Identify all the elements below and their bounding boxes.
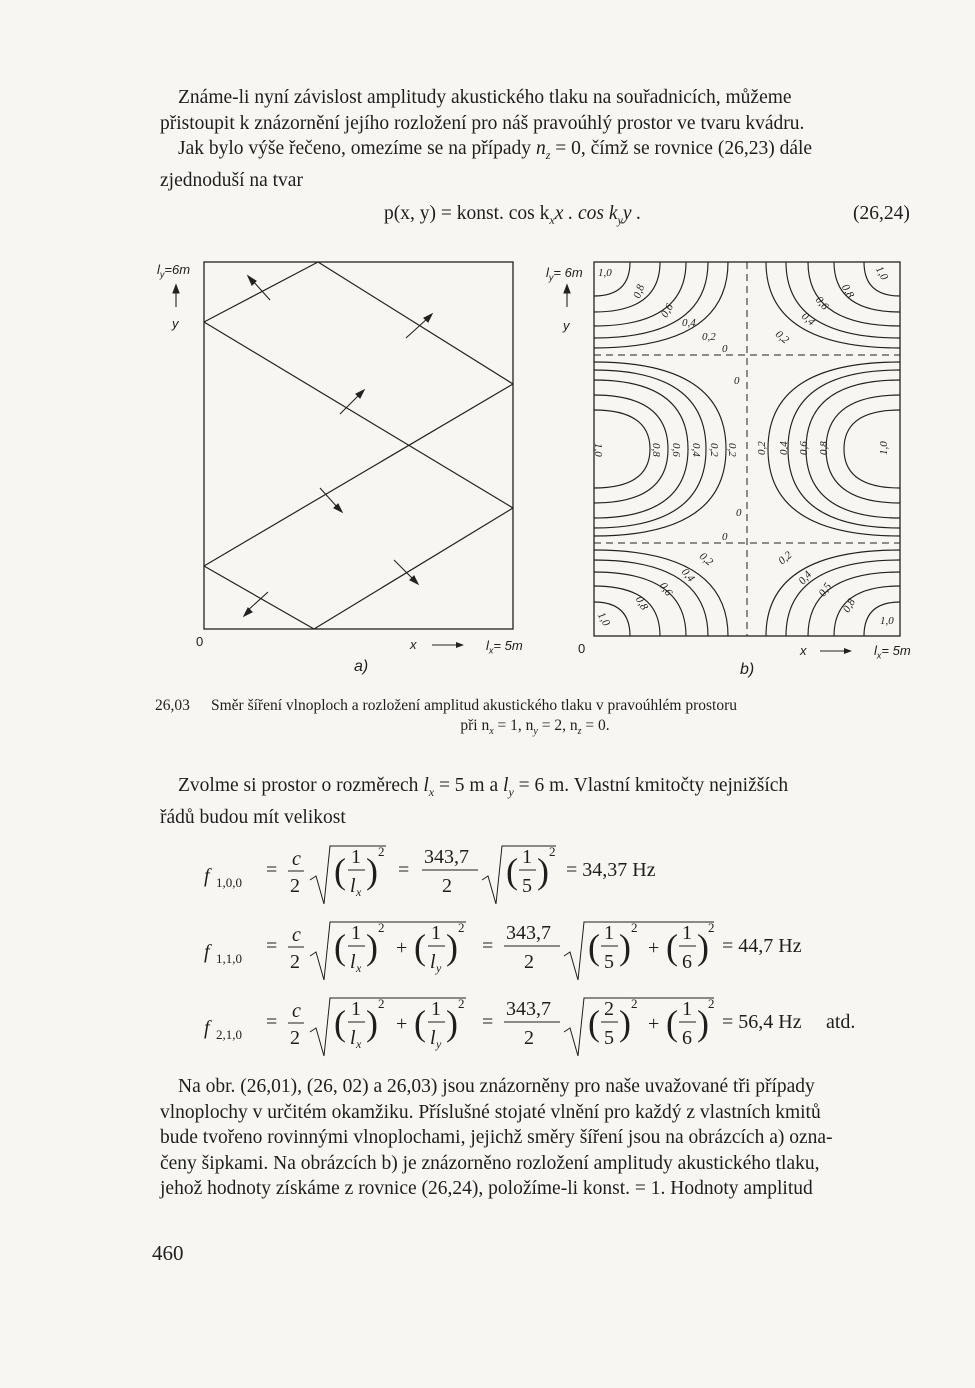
figure-b-origin: 0 <box>578 641 586 656</box>
caption-line-2: při $n_x = 1$, $n_y = 2$, $n_z = 0$. <box>460 717 610 738</box>
square: 2 <box>708 996 715 1011</box>
figure-b-ly-label: $l_y= 6m$ <box>546 265 583 283</box>
speed: 343,7 <box>506 922 551 944</box>
two-denominator: 2 <box>290 875 300 897</box>
figure-a-panel-label: a) <box>354 658 369 675</box>
square: 2 <box>378 920 385 935</box>
figure-b-y-label: y <box>563 318 570 333</box>
paren: ) <box>446 927 458 967</box>
paren: ) <box>537 851 549 891</box>
lx: l <box>350 951 356 973</box>
contour-label: 0,8 <box>650 443 662 457</box>
lx: l <box>350 1027 356 1049</box>
one: 1 <box>351 998 361 1020</box>
figure-a-y-label: y <box>172 316 179 331</box>
contour-label: 0,2 <box>756 441 768 455</box>
contour-label: 0,2 <box>772 328 792 347</box>
paren: ) <box>366 1003 378 1043</box>
equals-sign: = <box>266 1011 278 1033</box>
contour-label: 0,5 <box>816 580 835 599</box>
paren: ( <box>334 851 346 891</box>
nodal-lines <box>594 262 900 636</box>
square: 2 <box>631 920 638 935</box>
one: 1 <box>682 922 692 944</box>
paren: ( <box>666 1003 678 1043</box>
contour-label: 0 <box>734 375 740 387</box>
equals-sign: = <box>398 859 410 881</box>
contour-label: 0,2 <box>708 443 720 457</box>
contour-label: 0,2 <box>696 550 716 569</box>
paren: ( <box>588 1003 600 1043</box>
plus: + <box>648 937 660 959</box>
contour-label: 0,8 <box>838 282 857 301</box>
paren: ( <box>506 851 518 891</box>
lx-sub: x <box>356 885 362 899</box>
contour-label: 0,4 <box>778 441 790 455</box>
result: = 34,37 Hz <box>566 859 656 881</box>
ly: l <box>430 1027 436 1049</box>
intro-line-4: zjednoduší na tvar <box>160 170 303 192</box>
speed: 343,7 <box>424 846 469 868</box>
y-axis-arrow-b <box>564 285 570 307</box>
figure-b-panel-label: b) <box>740 661 755 678</box>
six: 6 <box>682 951 692 973</box>
contour-label: 0,6 <box>670 443 682 457</box>
square: 2 <box>378 844 385 859</box>
contour-label: 0 <box>736 507 742 519</box>
two-denominator: 2 <box>290 1027 300 1049</box>
one: 1 <box>431 998 441 1020</box>
paren: ( <box>666 927 678 967</box>
square: 2 <box>549 844 556 859</box>
contour-label: 1,0 <box>880 615 894 627</box>
c-symbol: c <box>292 924 301 946</box>
figure-a-lx-label: $l_x= 5m$ <box>486 638 523 656</box>
one: 1 <box>522 846 532 868</box>
intro-line-3: Jak bylo výše řečeno, omezíme se na případy $n_z = 0$, čímž se rovnice (26,23) dále <box>178 138 813 162</box>
f-subscript: 1,1,0 <box>216 951 242 966</box>
paren: ( <box>334 1003 346 1043</box>
contour-label: 0,4 <box>678 566 697 585</box>
contour-label: 0 <box>722 343 728 355</box>
one: 1 <box>431 922 441 944</box>
one: 1 <box>682 998 692 1020</box>
closing-line-2: vlnoplochy v určitém okamžiku. Příslušné stojaté vlnění pro každý z vlastních kmitů <box>160 1101 821 1123</box>
f-subscript: 2,1,0 <box>216 1027 242 1042</box>
closing-line-4: čeny šipkami. Na obrázcích b) je znázorněno rozložení amplitudy akustického tlaku, <box>160 1152 820 1174</box>
equation-26-24: p(x, y) = konst. $\cos k_xx$ . $\cos k_yy$ . <box>384 203 642 227</box>
two-denominator: 2 <box>290 951 300 973</box>
figure-a-ly-label: $l_y=6m$ <box>157 262 191 280</box>
square: 2 <box>378 996 385 1011</box>
contour-label: 0,4 <box>682 317 696 329</box>
contour-label: 0,6 <box>658 301 676 320</box>
dims-line-2: řádů budou mít velikost <box>160 807 346 829</box>
f-symbol: f <box>204 865 210 887</box>
square: 2 <box>708 920 715 935</box>
paren: ( <box>334 927 346 967</box>
plus: + <box>648 1013 660 1035</box>
two: 2 <box>604 998 614 1020</box>
figure-b-lx-label: $l_x= 5m$ <box>874 643 911 661</box>
contour-label: 0,8 <box>631 283 648 301</box>
contour-label: 0,2 <box>726 443 738 457</box>
contour-label: 0,6 <box>656 580 675 599</box>
formula-f100 <box>204 844 656 904</box>
contour-label: 1,0 <box>872 264 891 283</box>
square: 2 <box>631 996 638 1011</box>
one: 1 <box>604 922 614 944</box>
contour-label: 1,0 <box>594 610 613 629</box>
plus: + <box>396 1013 408 1035</box>
caption-number: 26,03 <box>155 697 190 714</box>
result: = 56,4 Hz <box>722 1011 802 1033</box>
square: 2 <box>458 996 465 1011</box>
contour-label: 0,4 <box>798 310 818 329</box>
contour-label: 0,6 <box>812 294 831 313</box>
formula-f110 <box>204 920 802 980</box>
closing-line-1: Na obr. (26,01), (26, 02) a 26,03) jsou znázorněny pro naše uvažované tři případy <box>178 1076 815 1097</box>
five: 5 <box>522 875 532 897</box>
paren: ( <box>414 1003 426 1043</box>
contour-label: 0,2 <box>702 331 716 343</box>
contour-label: 0,4 <box>796 568 815 588</box>
contour-label: 0,4 <box>690 443 702 457</box>
f-symbol: f <box>204 941 210 963</box>
figure-caption <box>155 696 915 742</box>
formulas <box>0 830 975 1060</box>
intro-line-1: Známe-li nyní závislost amplitudy akustického tlaku na souřadnicích, můžeme <box>178 87 792 108</box>
lx-sub: x <box>356 961 362 975</box>
equals-sign: = <box>266 859 278 881</box>
paren: ) <box>446 1003 458 1043</box>
two-denominator: 2 <box>524 1027 534 1049</box>
figure-b-x-arrow <box>818 646 858 656</box>
closing-line-3: bude tvořeno rovinnými vlnoplochami, jejichž směry šíření jsou na obrázcích a) ozna- <box>160 1127 833 1148</box>
lx: l <box>350 875 356 897</box>
f-subscript: 1,0,0 <box>216 875 242 890</box>
equation-number: (26,24) <box>853 203 910 224</box>
closing-paragraph <box>160 1074 910 1202</box>
result: = 44,7 Hz <box>722 935 802 957</box>
equals-sign: = <box>482 935 494 957</box>
dims-line-1: Zvolme si prostor o rozměrech $l_x = 5$ m a $l_y = 6$ m. Vlastní kmitočty nejnižších <box>178 775 789 799</box>
two-denominator: 2 <box>442 875 452 897</box>
figure-a-origin: 0 <box>196 634 204 649</box>
equals-sign: = <box>266 935 278 957</box>
c-symbol: c <box>292 1000 301 1022</box>
one: 1 <box>351 922 361 944</box>
lx-sub: x <box>356 1037 362 1051</box>
five: 5 <box>604 1027 614 1049</box>
contour-label: 0,2 <box>776 549 795 568</box>
speed: 343,7 <box>506 998 551 1020</box>
paren: ) <box>697 927 709 967</box>
page-number: 460 <box>152 1241 184 1265</box>
one: 1 <box>351 846 361 868</box>
contour-label: 1,0 <box>878 441 890 455</box>
plus: + <box>396 937 408 959</box>
paren: ( <box>414 927 426 967</box>
contour-label: 0,6 <box>798 441 810 455</box>
paren: ) <box>619 927 631 967</box>
equals-sign: = <box>482 1011 494 1033</box>
formula-f210 <box>204 996 855 1056</box>
contour-label: 1,0 <box>592 443 604 457</box>
dimensions-paragraph <box>160 773 910 831</box>
paren: ) <box>366 851 378 891</box>
f-symbol: f <box>204 1017 210 1039</box>
intro-line-2: přistoupit k znázornění jejího rozložení pro náš pravoúhlý prostor ve tvaru kvádru. <box>160 112 805 134</box>
atd: atd. <box>826 1011 856 1033</box>
contour-label: 0 <box>722 531 728 543</box>
contour-label: 1,0 <box>598 267 612 279</box>
six: 6 <box>682 1027 692 1049</box>
contour-label: 0,8 <box>818 441 830 455</box>
figure-a-x-label: x <box>410 637 417 652</box>
c-symbol: c <box>292 848 301 870</box>
paren: ( <box>588 927 600 967</box>
two-denominator: 2 <box>524 951 534 973</box>
contour-label: 0,8 <box>840 596 858 615</box>
paren: ) <box>697 1003 709 1043</box>
five: 5 <box>604 951 614 973</box>
figure-b-x-label: x <box>800 643 807 658</box>
paren: ) <box>619 1003 631 1043</box>
square: 2 <box>458 920 465 935</box>
ly-sub: y <box>436 961 442 975</box>
closing-line-5: jehož hodnoty získáme z rovnice (26,24), položíme-li konst. = 1. Hodnoty amplitud <box>160 1178 813 1199</box>
contour-label: 0,8 <box>632 594 651 613</box>
paren: ) <box>366 927 378 967</box>
ly-sub: y <box>436 1037 442 1051</box>
ly: l <box>430 951 436 973</box>
caption-line-1: 26,03 Směr šíření vlnoploch a rozložení amplitud akustického tlaku v pravoúhlém prostoru <box>155 697 738 714</box>
